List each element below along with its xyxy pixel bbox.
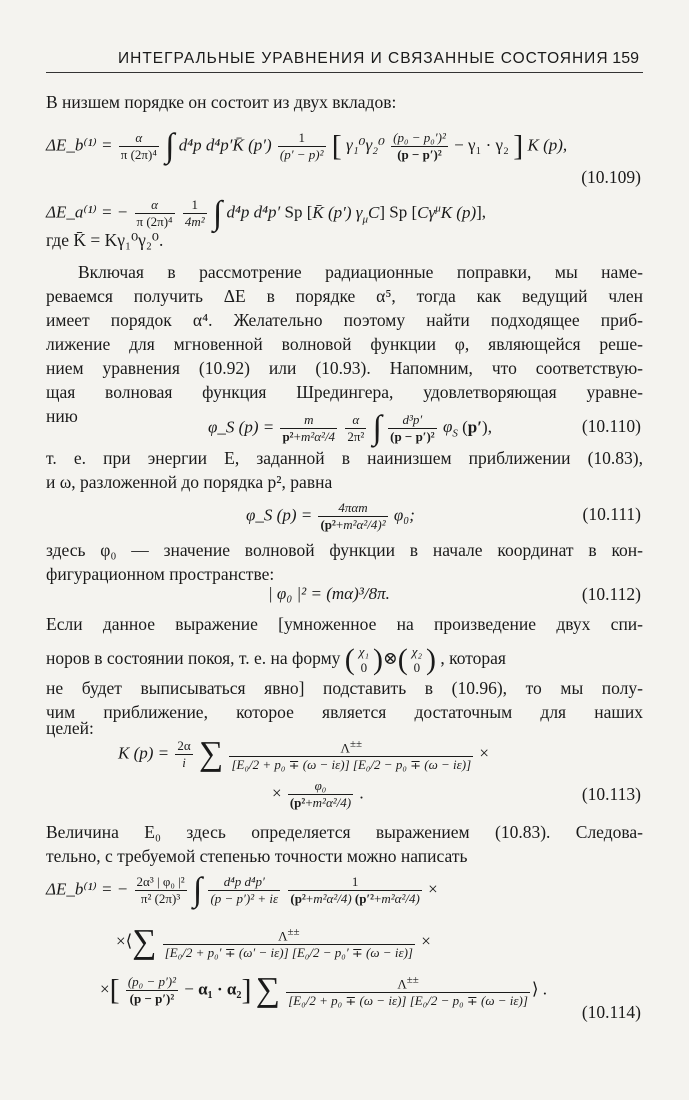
equation-lhs: ΔE_a⁽¹⁾ = −	[46, 202, 129, 222]
equation-number: (10.114)	[581, 1002, 641, 1022]
equation-10-109a: ΔE_b⁽¹⁾ = $\frac{\alpha}{\text{π (2π)⁴}}$ ∫ d⁴p d⁴p′K̄ (p′) $\frac{1}{\text{(p′ − p)²}}$ [ γ₁⁰γ₂⁰ $\frac{\text{(p₀ − p₀′)²}}{\text{(p − p′)²}}$ − γ₁ · γ₂ ] K (p),	[46, 127, 568, 165]
text-line: фигурационном пространстве:	[46, 564, 275, 584]
equation-lhs: K (p) =	[118, 743, 170, 763]
fraction: $\frac{\alpha}{\text{π (2π)⁴}}$	[136, 197, 173, 230]
text-line: целей:	[46, 718, 94, 738]
fraction: $\frac{\text{(p₀ − p′)²}}{\text{(p − p′)²}}$	[127, 974, 177, 1007]
text-line: и ω, разложенной до порядка p², равна	[46, 472, 333, 492]
text-line: нию	[46, 406, 78, 426]
equation-10-109b: ΔE_a⁽¹⁾ = − $\frac{\alpha}{\text{π (2π)⁴}}$ $\frac{1}{\text{4m²}}$ ∫ d⁴p d⁴p′ Sp [K̄ (p′) $\gamma_\mu C$] Sp [$C\gamma^\mu K$ (p)],	[46, 194, 487, 232]
text-line: щая волновая функция Шредингера, удовлетворяющая уравне-	[46, 382, 643, 402]
text-line-with-spinor-form: норов в состоянии покоя, т. е. на форму ( χ₁ 0 )⊗( χ₂ 0 ) , которая	[46, 643, 506, 676]
text-line: Если данное выражение [умноженное на произведение двух спи-	[46, 614, 643, 634]
equation-lhs: ΔE_b⁽¹⁾ =	[46, 135, 113, 155]
text-line: Величина E₀ здесь определяется выражением (10.83). Следова-	[46, 822, 643, 842]
fraction: $\frac{\Lambda^{\pm\pm}}{\text{[E₀/2 + p₀ ∓ (ω − iε)] [E₀/2 − p₀ ∓ (ω − iε)]}}$	[231, 738, 472, 773]
equation-10-114a: ΔE_b⁽¹⁾ = − $\frac{\text{2α³ | φ₀ |²}}{\text{π² (2π)³}}$ ∫ $\frac{\text{d⁴p d⁴p′}}{\text{(p − p′)² + iε}}$ $\frac{1}{\text{(p²+m²α²/4) (p′²+m²α²/4)}}$ ×	[46, 871, 438, 909]
equation-number: (10.113)	[581, 784, 641, 804]
fraction: $\frac{\text{2α³ | φ₀ |²}}{\text{π² (2π)³}}$	[136, 874, 185, 906]
equation-number: (10.109)	[581, 167, 641, 187]
text-line: имеет порядок α⁴. Желательно поэтому найти подходящее приб-	[46, 310, 643, 330]
fraction: $\frac{\Lambda^{\pm\pm}}{\text{[E₀/2 + p₀ ∓ (ω − iε)] [E₀/2 − p₀ ∓ (ω − iε)]}}$	[288, 974, 528, 1009]
text-line: чим приближение, которое является достаточным для наших	[46, 702, 643, 722]
fraction: $\frac{\text{4παm}}{\text{(p²+m²α²/4)²}}$	[320, 500, 386, 532]
text-line: лижение для мгновенной волновой функции φ, являющейся реше-	[46, 334, 643, 354]
equation-10-113b: × $\frac{\text{φ₀}}{\text{(p²+m²α²/4)}}$ .	[272, 778, 364, 810]
fraction: $\frac{\text{d⁴p d⁴p′}}{\text{(p − p′)² + iε}}$	[210, 874, 279, 906]
equation-number: (10.110)	[581, 416, 641, 436]
text-line: Включая в рассмотрение радиационные поправки, мы наме-	[78, 262, 643, 282]
fraction: $\frac{1}{\text{(p′ − p)²}}$	[279, 130, 324, 162]
fraction: $\frac{1}{\text{4m²}}$	[184, 197, 205, 230]
text-line: нием уравнения (10.92) или (10.93). Напомним, что соответствую-	[46, 358, 643, 378]
fraction: $\frac{\alpha}{\text{π (2π)⁴}}$	[120, 130, 157, 162]
equation-10-114c: ×[ $\frac{\text{(p₀ − p′)²}}{\text{(p − p′)²}}$ − α₁ · α₂] ∑ $\frac{\Lambda^{\pm\pm}}{\text{[E₀/2 + p₀ ∓ (ω − iε)] [E₀/2 − p₀ ∓ (ω − iε)]}}$ ⟩ .	[100, 971, 548, 1009]
text-line: В низшем порядке он состоит из двух вкладов:	[46, 92, 397, 112]
fraction: $\frac{\text{φ₀}}{\text{(p²+m²α²/4)}}$	[289, 778, 352, 810]
text-line: где K̄ = Kγ₁⁰γ₂⁰.	[46, 230, 164, 250]
spinor: χ₁ 0	[358, 644, 370, 675]
equation-lhs: ΔE_b⁽¹⁾ = −	[46, 879, 129, 899]
equation-10-114b: ×⟨∑ $\frac{\Lambda^{\pm\pm}}{\text{[E₀/2 + p₀′ ∓ (ω′ − iε)] [E₀/2 − p₀′ ∓ (ω − iε)]}}$ ×	[116, 923, 431, 961]
fraction: $\frac{\text{(p₀ − p₀′)²}}{\text{(p − p′)²}}$	[393, 130, 446, 162]
running-title: ИНТЕГРАЛЬНЫЕ УРАВНЕНИЯ И СВЯЗАННЫЕ СОСТОЯНИЯ	[118, 50, 609, 67]
equation-10-110: φ_S (p) = $\frac{m}{\text{p²+m²α²/4}}$ $\frac{\alpha}{\text{2π²}}$ ∫ $\frac{\text{d³p′}}{\text{(p − p′)²}}$ $\varphi_S$ (p′),	[208, 409, 492, 447]
equation-lhs: φ_S (p) =	[208, 417, 275, 437]
page-number: 159	[612, 50, 639, 67]
text-line: т. е. при энергии E, заданной в наинизшем приближении (10.83),	[46, 448, 643, 468]
equation-10-113a: K (p) = $\frac{2\alpha}{i}$ ∑ $\frac{\Lambda^{\pm\pm}}{\text{[E₀/2 + p₀ ∓ (ω − iε)] [E₀/2 − p₀ ∓ (ω − iε)]}}$ ×	[118, 735, 489, 773]
text-line: реваемся получить ΔE в порядке α⁵, тогда как ведущий член	[46, 286, 643, 306]
equation-10-111: φ_S (p) = $\frac{\text{4παm}}{\text{(p²+m²α²/4)²}}$ φ₀;	[246, 500, 415, 532]
text-line: тельно, с требуемой степенью точности можно написать	[46, 846, 468, 866]
fraction: $\frac{2\alpha}{i}$	[177, 738, 191, 771]
equation-10-112: | φ₀ |² = (mα)³/8π.	[268, 584, 390, 603]
spinor: χ₂ 0	[411, 644, 422, 675]
running-header	[46, 50, 643, 73]
fraction: $\frac{\Lambda^{\pm\pm}}{\text{[E₀/2 + p₀′ ∓ (ω′ − iε)] [E₀/2 − p₀′ ∓ (ω − iε)]}}$	[164, 926, 413, 961]
fraction: $\frac{1}{\text{(p²+m²α²/4) (p′²+m²α²/4)}}$	[290, 874, 420, 906]
equation-lhs: φ_S (p) =	[246, 505, 313, 525]
text-line: не будет выписываться явно] подставить в (10.96), то мы полу-	[46, 678, 643, 698]
text-fragment: норов в состоянии покоя, т. е. на форму	[46, 648, 341, 669]
fraction: $\frac{m}{\text{p²+m²α²/4}}$	[282, 412, 336, 444]
fraction: $\frac{\alpha}{\text{2π²}}$	[347, 412, 365, 444]
text-line: здесь φ₀ — значение волновой функции в начале координат в кон-	[46, 540, 643, 560]
fraction: $\frac{\text{d³p′}}{\text{(p − p′)²}}$	[390, 412, 435, 444]
equation-number: (10.111)	[582, 504, 641, 524]
equation-number: (10.112)	[581, 584, 641, 604]
text-fragment: , которая	[440, 648, 506, 669]
